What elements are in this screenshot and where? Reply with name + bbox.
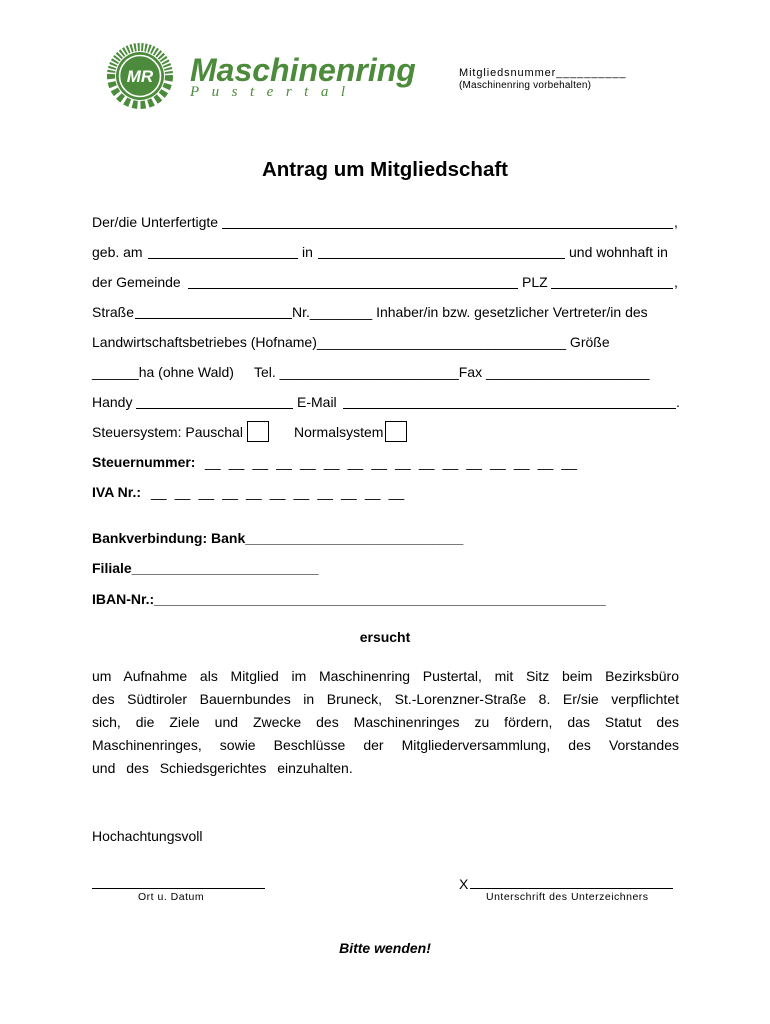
paragraph-line: und des Schiedsgerichtes einzuhalten. [92, 760, 353, 776]
signature-x-mark: X [459, 876, 469, 892]
closing-text: Hochachtungsvoll [92, 828, 203, 844]
logo-initials: MR [126, 67, 154, 86]
vat-number-label: IVA Nr.: [92, 484, 142, 500]
phone-fax-text: Tel. _______________________Fax _____________________ [254, 364, 650, 380]
logo-name: Maschinenring [190, 52, 416, 88]
form-row-tax-number [0, 454, 770, 470]
farm-name-text: Landwirtschaftsbetriebes (Hofname)________________________________ Größe [92, 334, 610, 350]
form-row-vat-number [0, 484, 770, 500]
row3-comma: , [674, 274, 678, 290]
form-row-iban [0, 591, 770, 607]
bank-text: Bankverbindung: Bank____________________________ [92, 530, 464, 546]
tax-number-field[interactable]: __ __ __ __ __ __ __ __ __ __ __ __ __ __ __ __ [205, 454, 578, 470]
postcode-label: PLZ [522, 274, 548, 290]
mobile-label: Handy [92, 394, 133, 410]
request-paragraph [92, 665, 679, 780]
please-turn-over-note: Bitte wenden! [339, 940, 431, 956]
member-number-label: Mitgliedsnummer__________ [459, 67, 627, 79]
street-label: Straße [92, 304, 135, 320]
form-row-bank [0, 530, 770, 546]
street-field[interactable] [135, 304, 292, 319]
postcode-field[interactable] [551, 274, 673, 289]
form-row-farm [0, 334, 770, 350]
branch-text: Filiale________________________ [92, 560, 319, 576]
tax-number-label: Steuernummer: [92, 454, 196, 470]
municipality-field[interactable] [188, 274, 518, 289]
paragraph-line: um Aufnahme als Mitglied im Maschinenring Pustertal, mit Sitz beim Bezirksbüro [92, 668, 679, 684]
farm-area-text: ______ha (ohne Wald) [92, 364, 234, 380]
birthplace-label: in [302, 244, 313, 260]
birth-date-field[interactable] [148, 244, 298, 259]
row1-comma: , [674, 214, 678, 230]
municipality-label: der Gemeinde [92, 274, 181, 290]
house-number-text: Nr.________ Inhaber/in bzw. gesetzlicher Vertreter/in des [292, 304, 648, 320]
mobile-field[interactable] [136, 394, 293, 409]
iban-text: IBAN-Nr.:__________________________________________________________ [92, 591, 606, 607]
birth-date-label: geb. am [92, 244, 143, 260]
member-number-note: (Maschinenring vorbehalten) [459, 80, 592, 91]
tax-system-flat-label: Steuersystem: Pauschal [92, 424, 243, 440]
form-row-branch [0, 560, 770, 576]
undersigned-label: Der/die Unterfertigte [92, 214, 219, 230]
place-date-label: Ort u. Datum [138, 891, 205, 903]
form-row-contact [0, 394, 770, 410]
row7-period: . [676, 394, 680, 410]
tax-system-normal-checkbox[interactable] [385, 421, 407, 442]
form-row-street [0, 304, 770, 320]
birthplace-field[interactable] [318, 244, 565, 259]
form-row-undersigned [0, 214, 770, 230]
email-field[interactable] [343, 394, 676, 409]
maschinenring-logo-emblem [104, 41, 176, 111]
form-row-birth [0, 244, 770, 260]
email-label: E-Mail [297, 394, 337, 410]
residence-label: und wohnhaft in [569, 244, 668, 260]
signature-label: Unterschrift des Unterzeichners [486, 891, 649, 903]
tax-system-normal-label: Normalsystem [294, 424, 384, 440]
vat-number-field[interactable]: __ __ __ __ __ __ __ __ __ __ __ [151, 484, 405, 500]
paragraph-line: des Südtiroler Bauernbundes in Bruneck, St.-Lorenzner-Straße 8. Er/sie verpflichtet [92, 691, 679, 707]
paragraph-line: Maschinenringes, sowie Beschlüsse der Mitgliederversammlung, des Vorstandes [92, 737, 679, 753]
logo-region: Pustertal [190, 84, 358, 100]
undersigned-name-field[interactable] [222, 214, 673, 229]
request-word: ersucht [359, 629, 411, 645]
paragraph-line: sich, die Ziele und Zwecke des Maschinenringes zu fördern, das Statut des [92, 714, 679, 730]
tax-system-flat-checkbox[interactable] [247, 421, 269, 442]
signature-field[interactable] [470, 888, 673, 889]
form-row-municipality [0, 274, 770, 290]
page-title: Antrag um Mitgliedschaft [261, 158, 508, 181]
place-date-field[interactable] [92, 888, 265, 889]
form-row-area-phone [0, 364, 770, 380]
